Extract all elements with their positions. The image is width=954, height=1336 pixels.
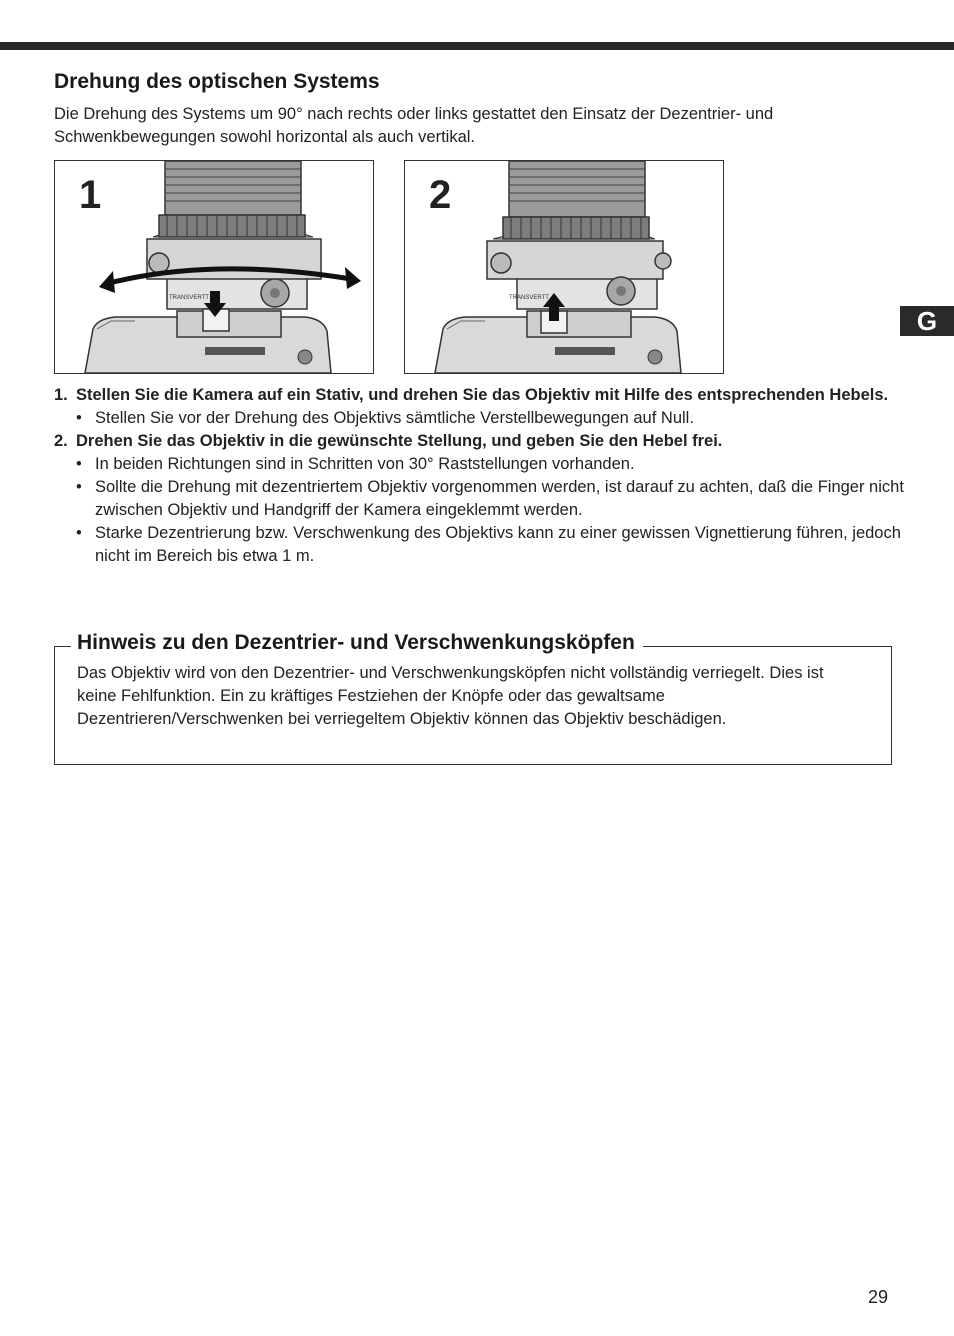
page-number: 29 [868, 1287, 889, 1307]
top-rule [0, 42, 954, 50]
lens-illustration-2 [405, 161, 723, 373]
bullet-text: In beiden Richtungen sind in Schritten von 30° Raststellungen vorhanden. [95, 455, 635, 473]
note-title: Hinweis zu den Dezentrier- und Verschwenkungsköpfen [71, 631, 643, 655]
step-item [54, 384, 904, 430]
figure-2 [404, 160, 724, 374]
language-tab-g: G [900, 306, 954, 336]
step-text: Drehen Sie das Objektiv in die gewünschte Stellung, und geben Sie den Hebel frei. [76, 432, 723, 450]
figure-number: 2 [429, 173, 452, 217]
step-number: 2. [54, 432, 68, 450]
instruction-steps [54, 384, 904, 568]
note-body: Das Objektiv wird von den Dezentrier- und Verschwenkungsköpfen nicht vollständig verriegelt. Dies ist keine Fehlfunktion. Ein zu kräftiges Festziehen der Knöpfe oder das gewaltsame Dezentrieren/Verschwenken bei verriegeltem Objektiv können das Objektiv beschädigen. [77, 664, 824, 728]
bullet-list [76, 407, 904, 430]
bullet-text: Starke Dezentrierung bzw. Verschwenkung des Objektivs kann zu einer gewissen Vignettierung führen, jedoch nicht im Bereich bis etwa 1 m. [95, 524, 901, 565]
rotate-right-arrowhead [345, 267, 361, 289]
rotate-left-arrowhead [99, 271, 115, 293]
bullet-list [76, 453, 904, 568]
bullet-item [76, 522, 904, 568]
note-box [54, 631, 892, 765]
transvertt-label: TRANSVERTT [169, 295, 209, 301]
bullet-dot: • [76, 455, 82, 473]
bullet-item [76, 407, 904, 430]
figure-number: 1 [79, 173, 102, 217]
bullet-dot: • [76, 478, 82, 496]
bullet-dot: • [76, 524, 82, 542]
bullet-dot: • [76, 409, 82, 427]
section-title: Drehung des optischen Systems [54, 70, 380, 93]
bullet-item [76, 476, 904, 522]
bullet-text: Sollte die Drehung mit dezentriertem Objektiv vorgenommen werden, ist darauf zu achten, daß die Finger nicht zwischen Objektiv und Handgriff der Kamera eingeklemmt werden. [95, 478, 904, 519]
transvertt-label: TRANSVERTT [509, 295, 549, 301]
intro-paragraph: Die Drehung des Systems um 90° nach rechts oder links gestattet den Einsatz der Dezentrier- und Schwenkbewegungen sowohl horizontal als auch vertikal. [54, 105, 774, 146]
step-item [54, 430, 904, 568]
step-text: Stellen Sie die Kamera auf ein Stativ, und drehen Sie das Objektiv mit Hilfe des entsprechenden Hebels. [76, 386, 889, 404]
step-number: 1. [54, 386, 68, 404]
bullet-text: Stellen Sie vor der Drehung des Objektivs sämtliche Verstellbewegungen auf Null. [95, 409, 694, 427]
bullet-item [76, 453, 904, 476]
figure-1 [54, 160, 374, 374]
lens-illustration-1 [55, 161, 373, 373]
